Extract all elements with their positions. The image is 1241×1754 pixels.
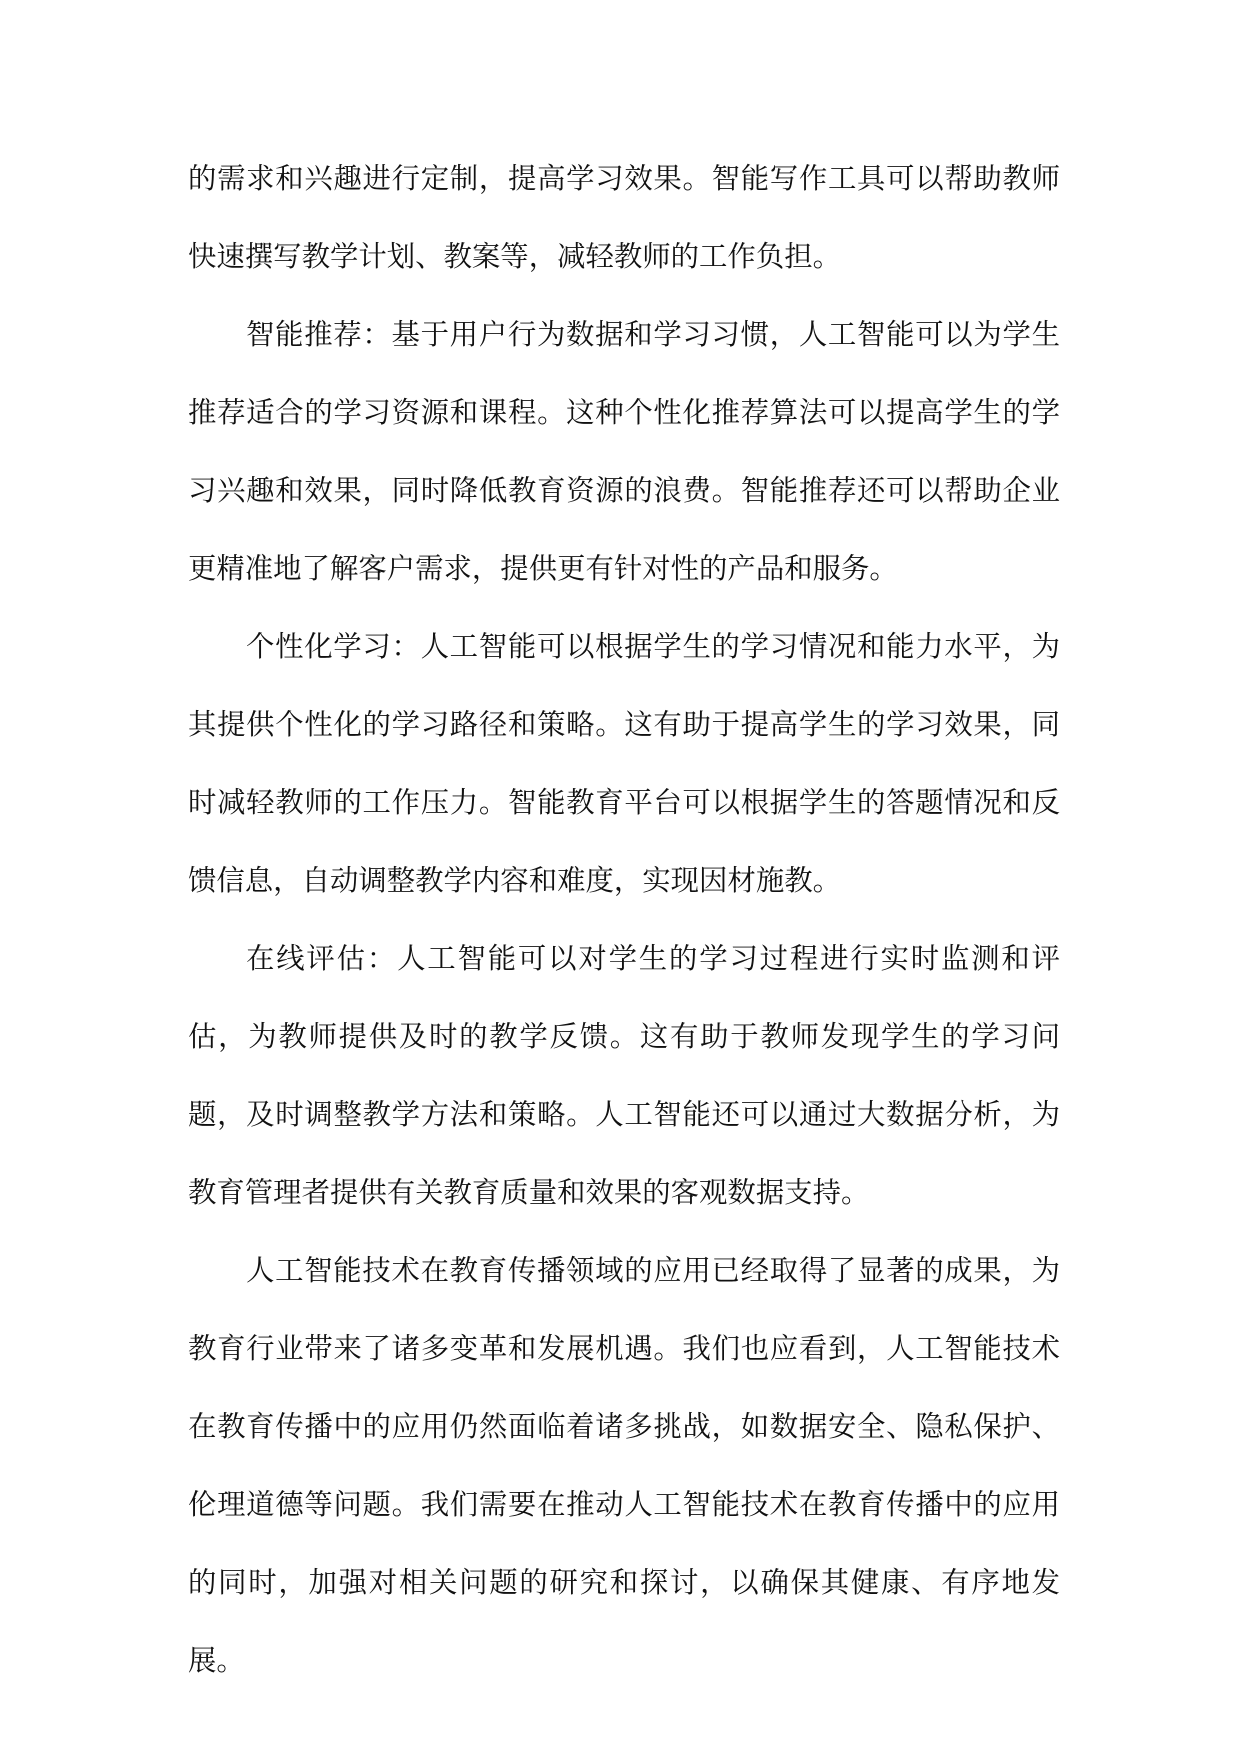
paragraph-continuation: 的需求和兴趣进行定制，提高学习效果。智能写作工具可以帮助教师快速撰写教学计划、教案等，减轻教师的工作负担。 [188, 162, 1060, 273]
paragraph-personalized-learning: 个性化学习：人工智能可以根据学生的学习情况和能力水平，为其提供个性化的学习路径和策略。这有助于提高学生的学习效果，同时减轻教师的工作压力。智能教育平台可以根据学生的答题情况和反馈信息，自动调整教学内容和难度，实现因材施教。 [188, 630, 1060, 897]
document-body [188, 140, 1060, 1700]
paragraph-conclusion: 人工智能技术在教育传播领域的应用已经取得了显著的成果，为教育行业带来了诸多变革和发展机遇。我们也应看到，人工智能技术在教育传播中的应用仍然面临着诸多挑战，如数据安全、隐私保护、伦理道德等问题。我们需要在推动人工智能技术在教育传播中的应用的同时，加强对相关问题的研究和探讨，以确保其健康、有序地发展。 [188, 1254, 1060, 1677]
paragraph-online-assessment: 在线评估：人工智能可以对学生的学习过程进行实时监测和评估，为教师提供及时的教学反馈。这有助于教师发现学生的学习问题，及时调整教学方法和策略。人工智能还可以通过大数据分析，为教育管理者提供有关教育质量和效果的客观数据支持。 [188, 942, 1060, 1209]
paragraph-smart-recommendation: 智能推荐：基于用户行为数据和学习习惯，人工智能可以为学生推荐适合的学习资源和课程。这种个性化推荐算法可以提高学生的学习兴趣和效果，同时降低教育资源的浪费。智能推荐还可以帮助企业更精准地了解客户需求，提供更有针对性的产品和服务。 [188, 318, 1060, 585]
